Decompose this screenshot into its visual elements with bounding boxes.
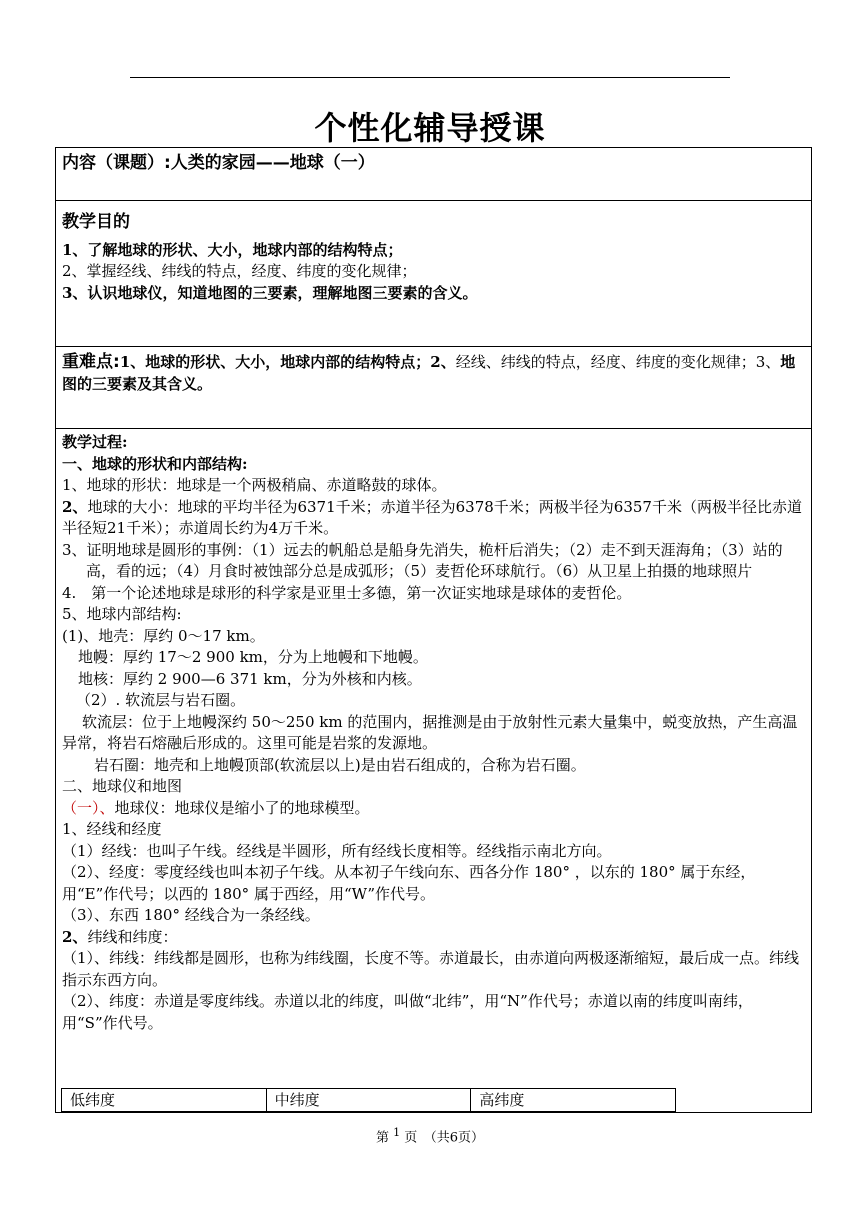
process-line: （一）、地球仪：地球仪是缩小了的地球模型。 [62, 798, 370, 817]
process-line: 3、证明地球是圆形的事例：（1）远去的帆船总是船身先消失，桅杆后消失；（2）走不到天涯海角；（3）站的高，看的远；（4）月食时被蚀部分总是成弧形；（5）麦哲伦环球航行。（6）从卫星上拍摄的地球照片 [62, 540, 783, 580]
process-line: （1）经线：也叫子午线。经线是半圆形，所有经线长度相等。经线指示南北方向。 [62, 841, 612, 860]
process-line: 软流层：位于上地幔深约 50～250 km 的范围内，据推测是由于放射性元素大量集中，蜕变放热，产生高温异常，将岩石熔融后形成的。这里可能是岩浆的发源地。 [62, 712, 798, 752]
difficulty-cell [62, 352, 806, 395]
difficulty-text [62, 352, 806, 395]
process-line: 2、地球的大小：地球的平均半径为6371千米；赤道半径为6378千米；两极半径为6357千米（两极半径比赤道半径短21千米）；赤道周长约为4万千米。 [62, 497, 802, 537]
process-line: 2、纬线和纬度： [62, 927, 178, 946]
row-divider [55, 200, 812, 201]
process-line: 1、经线和经度 [62, 820, 162, 838]
process-line: （2）、经度：零度经线也叫本初子午线。从本初子午线向东、西各分作 180° ，以东的 180° 属于东经，用“E”作代号；以西的 180° 属于西经，用“W”作代号。 [62, 863, 756, 903]
process-line: （1）、纬线：纬线都是圆形，也称为纬线圈，长度不等。赤道最长，由赤道向两极逐渐缩短，最后成一点。纬线指示东西方向。 [62, 949, 800, 989]
row-divider [55, 346, 812, 347]
difficulty-label: 重难点: [62, 352, 120, 372]
process-cell [62, 432, 806, 1034]
topic-title: 内容（课题）:人类的家园——地球（一） [62, 153, 375, 173]
process-line: 4. 第一个论述地球是球形的科学家是亚里士多德，第一次证实地球是球体的麦哲伦。 [62, 583, 632, 602]
objectives-heading: 教学目的 [62, 212, 130, 232]
latitude-cell: 低纬度 [62, 1089, 267, 1111]
process-line: 地幔：厚约 17～2 900 km，分为上地幔和下地幔。 [78, 648, 428, 666]
difficulty-point-3: 地图的三要素及其含义。 [62, 353, 796, 393]
process-line: 岩石圈：地壳和上地幔顶部(软流层以上)是由岩石组成的，合称为岩石圈。 [94, 755, 586, 774]
objective-item: 2、掌握经线、纬线的特点，经度、纬度的变化规律； [62, 262, 417, 280]
process-line: 1、地球的形状：地球是一个两极稍扁、赤道略鼓的球体。 [62, 476, 447, 494]
latitude-cell: 中纬度 [267, 1089, 472, 1111]
section-title: 二、地球仪和地图 [62, 777, 183, 795]
page-footer [0, 1126, 860, 1145]
process-line: （3）、东西 180° 经线合为一条经线。 [62, 906, 320, 924]
latitude-cell: 高纬度 [479, 1091, 525, 1109]
section-title: 一、地球的形状和内部结构: [62, 454, 248, 473]
difficulty-point-2-num: 2、 [430, 353, 456, 371]
objectives-cell [62, 212, 806, 304]
page-title: 个性化辅导授课 [314, 109, 546, 147]
footer-mid: 页 （共 [404, 1130, 450, 1146]
objective-item: 3、认识地球仪，知道地图的三要素，理解地图三要素的含义。 [62, 283, 478, 302]
header-rule [130, 77, 730, 78]
page-total: 6页） [449, 1130, 485, 1146]
topic-cell [62, 153, 806, 175]
latitude-table [61, 1088, 676, 1112]
difficulty-point-1: 1、地球的形状、大小，地球内部的结构特点； [119, 353, 431, 371]
process-line: 地核：厚约 2 900—6 371 km，分为外核和内核。 [78, 669, 422, 688]
process-line: 5、地球内部结构: [62, 605, 182, 623]
process-heading: 教学过程: [62, 433, 128, 451]
process-line: （2）、纬度：赤道是零度纬线。赤道以北的纬度，叫做“北纬”，用“N”作代号；赤道以南的纬度叫南纬，用“S”作代号。 [62, 992, 753, 1032]
page-number: 1 [393, 1126, 401, 1139]
process-line: （2）. 软流层与岩石圈。 [76, 691, 246, 709]
difficulty-point-2: 经线、纬线的特点，经度、纬度的变化规律；3、 [455, 353, 781, 371]
objective-item: 1、了解地球的形状、大小，地球内部的结构特点； [62, 240, 403, 259]
process-line: (1)、地壳：厚约 0～17 km。 [62, 626, 265, 645]
footer-prefix: 第 [375, 1130, 389, 1146]
row-divider [55, 428, 812, 429]
